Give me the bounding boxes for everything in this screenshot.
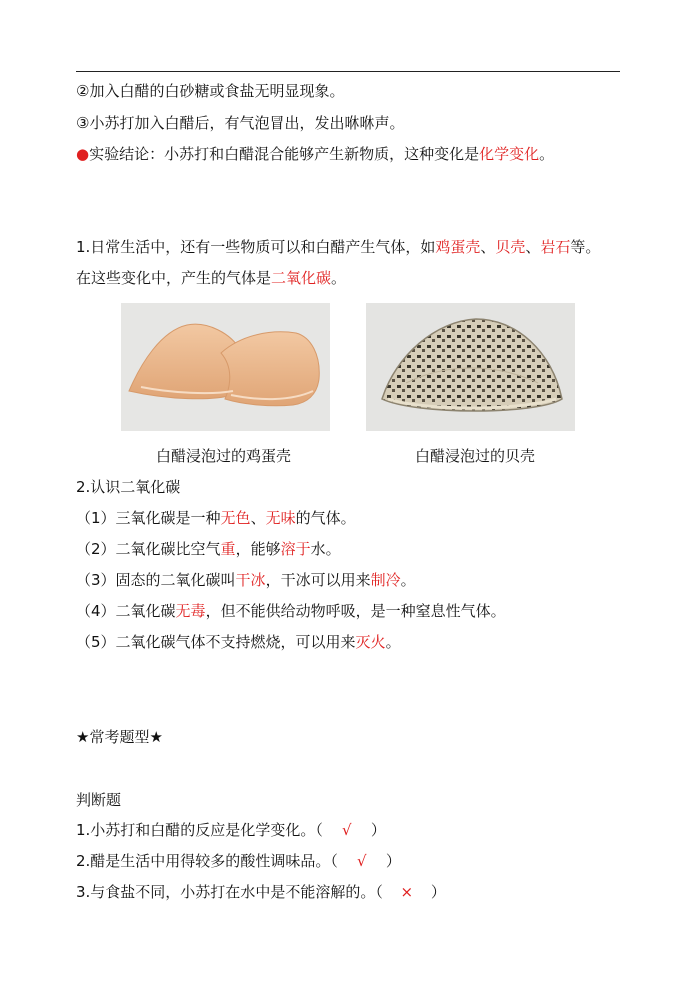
- check-mark-icon: √: [357, 852, 367, 870]
- question-type: 判断题: [76, 791, 122, 809]
- judgment-question-1: 1.小苏打和白醋的反应是化学变化。（ √ ）: [76, 821, 386, 839]
- exam-heading: ★常考题型★: [76, 728, 163, 746]
- property-item-1: （1）三氧化碳是一种无色、无味的气体。: [76, 509, 356, 527]
- red-dot-icon: ●: [76, 145, 90, 163]
- property-item-4: （4）二氧化碳无毒，但不能供给动物呼吸，是一种窒息性气体。: [76, 602, 506, 620]
- judgment-question-3: 3.与食盐不同，小苏打在水中是不能溶解的。（ × ）: [76, 883, 446, 901]
- gas-examples-line: 1.日常生活中，还有一些物质可以和白醋产生气体，如鸡蛋壳、贝壳、岩石等。: [76, 238, 601, 256]
- eggshell-photo: [121, 303, 330, 431]
- property-item-5: （5）二氧化碳气体不支持燃烧，可以用来灭火。: [76, 633, 401, 651]
- top-rule: [76, 71, 620, 72]
- experiment-conclusion: ●实验结论：小苏打和白醋混合能够产生新物质，这种变化是化学变化。: [76, 145, 555, 163]
- seashell-caption: 白醋浸泡过的贝壳: [415, 447, 536, 465]
- property-item-2: （2）二氧化碳比空气重，能够溶于水。: [76, 540, 341, 558]
- cross-mark-icon: ×: [400, 883, 414, 901]
- gas-product-line: 在这些变化中，产生的气体是二氧化碳。: [76, 269, 347, 287]
- observation-3: ③小苏打加入白醋后，有气泡冒出，发出咻咻声。: [76, 114, 405, 132]
- observation-2: ②加入白醋的白砂糖或食盐无明显现象。: [76, 82, 345, 100]
- section-title: 2.认识二氧化碳: [76, 478, 181, 496]
- judgment-question-2: 2.醋是生活中用得较多的酸性调味品。（ √ ）: [76, 852, 401, 870]
- check-mark-icon: √: [342, 821, 352, 839]
- property-item-3: （3）固态的二氧化碳叫干冰，干冰可以用来制冷。: [76, 571, 416, 589]
- eggshell-caption: 白醋浸泡过的鸡蛋壳: [156, 447, 292, 465]
- seashell-photo: [366, 303, 575, 431]
